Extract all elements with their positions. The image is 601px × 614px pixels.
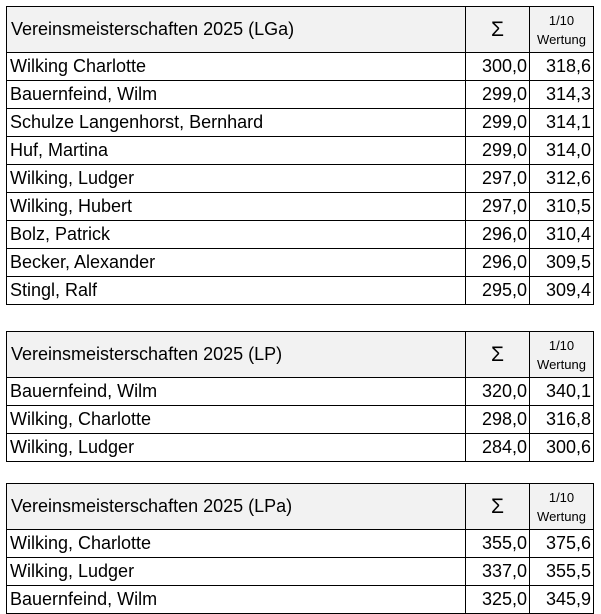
sum-cell: 299,0 — [466, 137, 530, 165]
sum-cell: 296,0 — [466, 249, 530, 277]
table-row — [7, 81, 594, 109]
table-row — [7, 165, 594, 193]
athlete-name-cell: Wilking Charlotte — [7, 53, 466, 81]
wertung-cell: 340,1 — [530, 378, 594, 406]
wertung-cell: 316,8 — [530, 406, 594, 434]
athlete-name-cell: Wilking, Ludger — [7, 434, 466, 462]
sum-cell: 337,0 — [466, 558, 530, 586]
table-row — [7, 406, 594, 434]
wertung-column-header — [530, 332, 594, 378]
sum-cell: 355,0 — [466, 530, 530, 558]
wertung-cell: 345,9 — [530, 586, 594, 614]
athlete-name-cell: Bolz, Patrick — [7, 221, 466, 249]
wertung-header-line2: Wertung — [537, 508, 586, 524]
wertung-cell: 355,5 — [530, 558, 594, 586]
wertung-cell: 300,6 — [530, 434, 594, 462]
athlete-name-cell: Bauernfeind, Wilm — [7, 586, 466, 614]
table-row — [7, 53, 594, 81]
wertung-cell: 309,4 — [530, 277, 594, 305]
sum-cell: 325,0 — [466, 586, 530, 614]
table-title: Vereinsmeisterschaften 2025 (LP) — [7, 332, 466, 378]
table-header-row — [7, 7, 594, 53]
table-header-row — [7, 332, 594, 378]
wertung-cell: 314,0 — [530, 137, 594, 165]
table-row — [7, 530, 594, 558]
sum-cell: 299,0 — [466, 109, 530, 137]
wertung-cell: 310,4 — [530, 221, 594, 249]
table-row — [7, 137, 594, 165]
sum-column-header: Σ — [466, 332, 530, 378]
athlete-name-cell: Wilking, Charlotte — [7, 530, 466, 558]
results-table-lp — [6, 331, 594, 462]
athlete-name-cell: Huf, Martina — [7, 137, 466, 165]
wertung-column-header — [530, 7, 594, 53]
athlete-name-cell: Wilking, Charlotte — [7, 406, 466, 434]
sum-cell: 284,0 — [466, 434, 530, 462]
athlete-name-cell: Wilking, Hubert — [7, 193, 466, 221]
wertung-header-line1: 1/10 — [548, 489, 575, 505]
sum-column-header: Σ — [466, 484, 530, 530]
wertung-column-header — [530, 484, 594, 530]
wertung-cell: 309,5 — [530, 249, 594, 277]
sum-cell: 297,0 — [466, 193, 530, 221]
table-title: Vereinsmeisterschaften 2025 (LGa) — [7, 7, 466, 53]
athlete-name-cell: Schulze Langenhorst, Bernhard — [7, 109, 466, 137]
table-row — [7, 109, 594, 137]
athlete-name-cell: Wilking, Ludger — [7, 165, 466, 193]
wertung-header-line1: 1/10 — [548, 337, 575, 353]
results-table-lpa — [6, 483, 594, 614]
sum-cell: 320,0 — [466, 378, 530, 406]
athlete-name-cell: Wilking, Ludger — [7, 558, 466, 586]
wertung-header-line2: Wertung — [537, 31, 586, 47]
sum-cell: 298,0 — [466, 406, 530, 434]
table-row — [7, 249, 594, 277]
sum-cell: 295,0 — [466, 277, 530, 305]
sum-cell: 296,0 — [466, 221, 530, 249]
wertung-cell: 312,6 — [530, 165, 594, 193]
table-row — [7, 558, 594, 586]
wertung-cell: 318,6 — [530, 53, 594, 81]
athlete-name-cell: Bauernfeind, Wilm — [7, 81, 466, 109]
sum-cell: 300,0 — [466, 53, 530, 81]
results-table-lga — [6, 6, 594, 305]
wertung-cell: 310,5 — [530, 193, 594, 221]
table-row — [7, 434, 594, 462]
table-row — [7, 221, 594, 249]
table-header-row — [7, 484, 594, 530]
table-row — [7, 193, 594, 221]
sum-cell: 299,0 — [466, 81, 530, 109]
wertung-cell: 375,6 — [530, 530, 594, 558]
athlete-name-cell: Becker, Alexander — [7, 249, 466, 277]
athlete-name-cell: Bauernfeind, Wilm — [7, 378, 466, 406]
wertung-header-line1: 1/10 — [548, 12, 575, 28]
table-row — [7, 586, 594, 614]
athlete-name-cell: Stingl, Ralf — [7, 277, 466, 305]
table-row — [7, 378, 594, 406]
sum-column-header: Σ — [466, 7, 530, 53]
wertung-cell: 314,1 — [530, 109, 594, 137]
wertung-header-line2: Wertung — [537, 356, 586, 372]
wertung-cell: 314,3 — [530, 81, 594, 109]
table-title: Vereinsmeisterschaften 2025 (LPa) — [7, 484, 466, 530]
table-row — [7, 277, 594, 305]
sum-cell: 297,0 — [466, 165, 530, 193]
